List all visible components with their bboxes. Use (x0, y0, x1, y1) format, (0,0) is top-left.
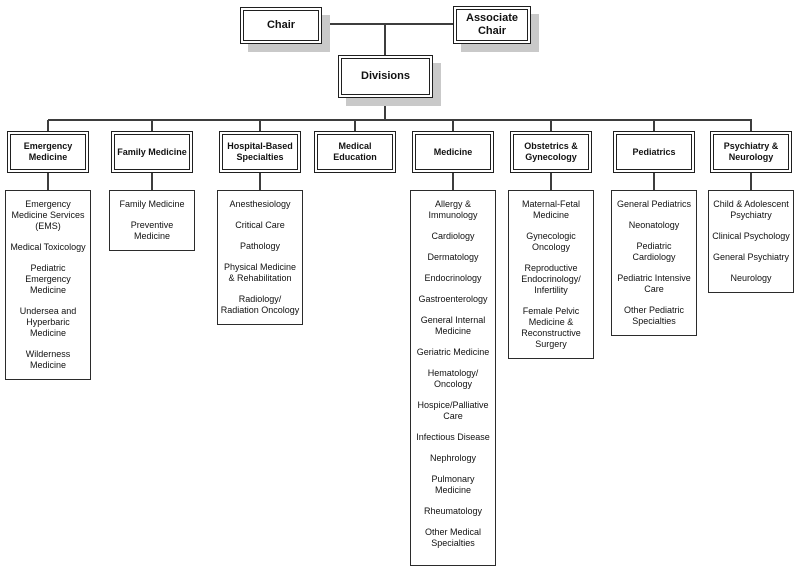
specialty-item: Cardiology (431, 231, 475, 241)
connector-stub-psychiatry (750, 120, 752, 131)
specialty-item: Other Pediatric Specialties (623, 305, 685, 326)
connector-list-pediatrics (653, 173, 655, 190)
specialty-item: Family Medicine (119, 199, 185, 209)
specialty-item: Wilderness Medicine (25, 349, 71, 370)
connector-stub-obgyn (550, 120, 552, 131)
specialty-item: Endocrinology (424, 273, 482, 283)
division-pediatrics (613, 131, 695, 173)
connector-stub-emergency-medicine (47, 120, 49, 131)
connector-stub-medical-education (354, 120, 356, 131)
specialty-item: Hospice/Palliative Care (417, 400, 489, 421)
division-label: Medicine (433, 146, 473, 157)
specialty-item: Female Pelvic Medicine & Reconstructive Surgery (521, 306, 581, 349)
specialty-item: Emergency Medicine Services (EMS) (11, 199, 85, 231)
specialty-list-family-medicine (109, 190, 195, 251)
division-psychiatry-neurology (710, 131, 792, 173)
division-label: Psychiatry & Neurology (723, 141, 779, 162)
specialty-item: Clinical Psychology (712, 231, 790, 241)
node-divisions-label: Divisions (361, 70, 410, 82)
division-label: Medical Education (333, 141, 377, 162)
connector-chair-associate (322, 23, 453, 25)
connector-list-hospital-based (259, 173, 261, 190)
division-label: Pediatrics (632, 146, 676, 157)
node-associate-chair (453, 6, 531, 44)
connector-stub-family-medicine (151, 120, 153, 131)
connector-stub-medicine (452, 120, 454, 131)
specialty-item: Medical Toxicology (10, 242, 86, 252)
connector-stub-hospital-based (259, 120, 261, 131)
connector-list-family-medicine (151, 173, 153, 190)
specialty-list-pediatrics (611, 190, 697, 336)
division-label: Emergency Medicine (23, 141, 73, 162)
division-label: Hospital-Based Specialties (227, 141, 293, 162)
specialty-item: Neonatology (628, 220, 680, 230)
specialty-item: Allergy & Immunology (428, 199, 478, 220)
specialty-item: Gastroenterology (418, 294, 488, 304)
specialty-item: Infectious Disease (416, 432, 490, 442)
connector-divisions-to-bus (384, 98, 386, 120)
connector-list-obgyn (550, 173, 552, 190)
division-obstetrics-gynecology (510, 131, 592, 173)
division-hospital-based-specialties (219, 131, 301, 173)
division-family-medicine (111, 131, 193, 173)
node-associate-chair-label: Associate Chair (466, 12, 518, 37)
division-label: Family Medicine (117, 146, 187, 157)
specialty-item: Gynecologic Oncology (526, 231, 576, 252)
specialty-list-psychiatry-neurology (708, 190, 794, 293)
connector-list-medicine (452, 173, 454, 190)
connector-top-to-divisions (384, 23, 386, 56)
specialty-item: Critical Care (235, 220, 285, 230)
division-label: Obstetrics & Gynecology (524, 141, 578, 162)
specialty-item: Preventive Medicine (130, 220, 174, 241)
specialty-item: Pediatric Emergency Medicine (25, 263, 71, 295)
specialty-list-hospital-based-specialties (217, 190, 303, 325)
specialty-item: Pulmonary Medicine (431, 474, 475, 495)
specialty-item: Physical Medicine & Rehabilitation (223, 262, 297, 283)
connector-list-emergency-medicine (47, 173, 49, 190)
specialty-item: Maternal-Fetal Medicine (521, 199, 581, 220)
specialty-item: Other Medical Specialties (424, 527, 482, 548)
specialty-item: Hematology/ Oncology (427, 368, 479, 389)
specialty-item: Neurology (730, 273, 772, 283)
specialty-item: Rheumatology (423, 506, 483, 516)
specialty-item: General Pediatrics (616, 199, 692, 209)
specialty-item: Child & Adolescent Psychiatry (713, 199, 789, 220)
specialty-item: Geriatric Medicine (416, 347, 490, 357)
division-medical-education (314, 131, 396, 173)
division-medicine (412, 131, 494, 173)
specialty-list-obstetrics-gynecology (508, 190, 594, 359)
specialty-item: Dermatology (427, 252, 479, 262)
specialty-item: Pathology (239, 241, 281, 251)
connector-bus (48, 119, 752, 121)
specialty-item: Anesthesiology (229, 199, 291, 209)
connector-stub-pediatrics (653, 120, 655, 131)
node-chair-label: Chair (266, 19, 296, 31)
node-chair (240, 7, 322, 44)
division-emergency-medicine (7, 131, 89, 173)
connector-list-psychiatry (750, 173, 752, 190)
specialty-item: Reproductive Endocrinology/ Infertility (521, 263, 581, 295)
specialty-item: Radiology/ Radiation Oncology (220, 294, 300, 315)
specialty-item: General Psychiatry (712, 252, 790, 262)
specialty-item: Pediatric Intensive Care (617, 273, 691, 294)
node-divisions (338, 55, 433, 98)
specialty-list-medicine (410, 190, 496, 566)
specialty-item: General Internal Medicine (420, 315, 486, 336)
specialty-list-emergency-medicine (5, 190, 91, 380)
specialty-item: Nephrology (429, 453, 477, 463)
specialty-item: Undersea and Hyperbaric Medicine (19, 306, 77, 338)
specialty-item: Pediatric Cardiology (632, 241, 676, 262)
